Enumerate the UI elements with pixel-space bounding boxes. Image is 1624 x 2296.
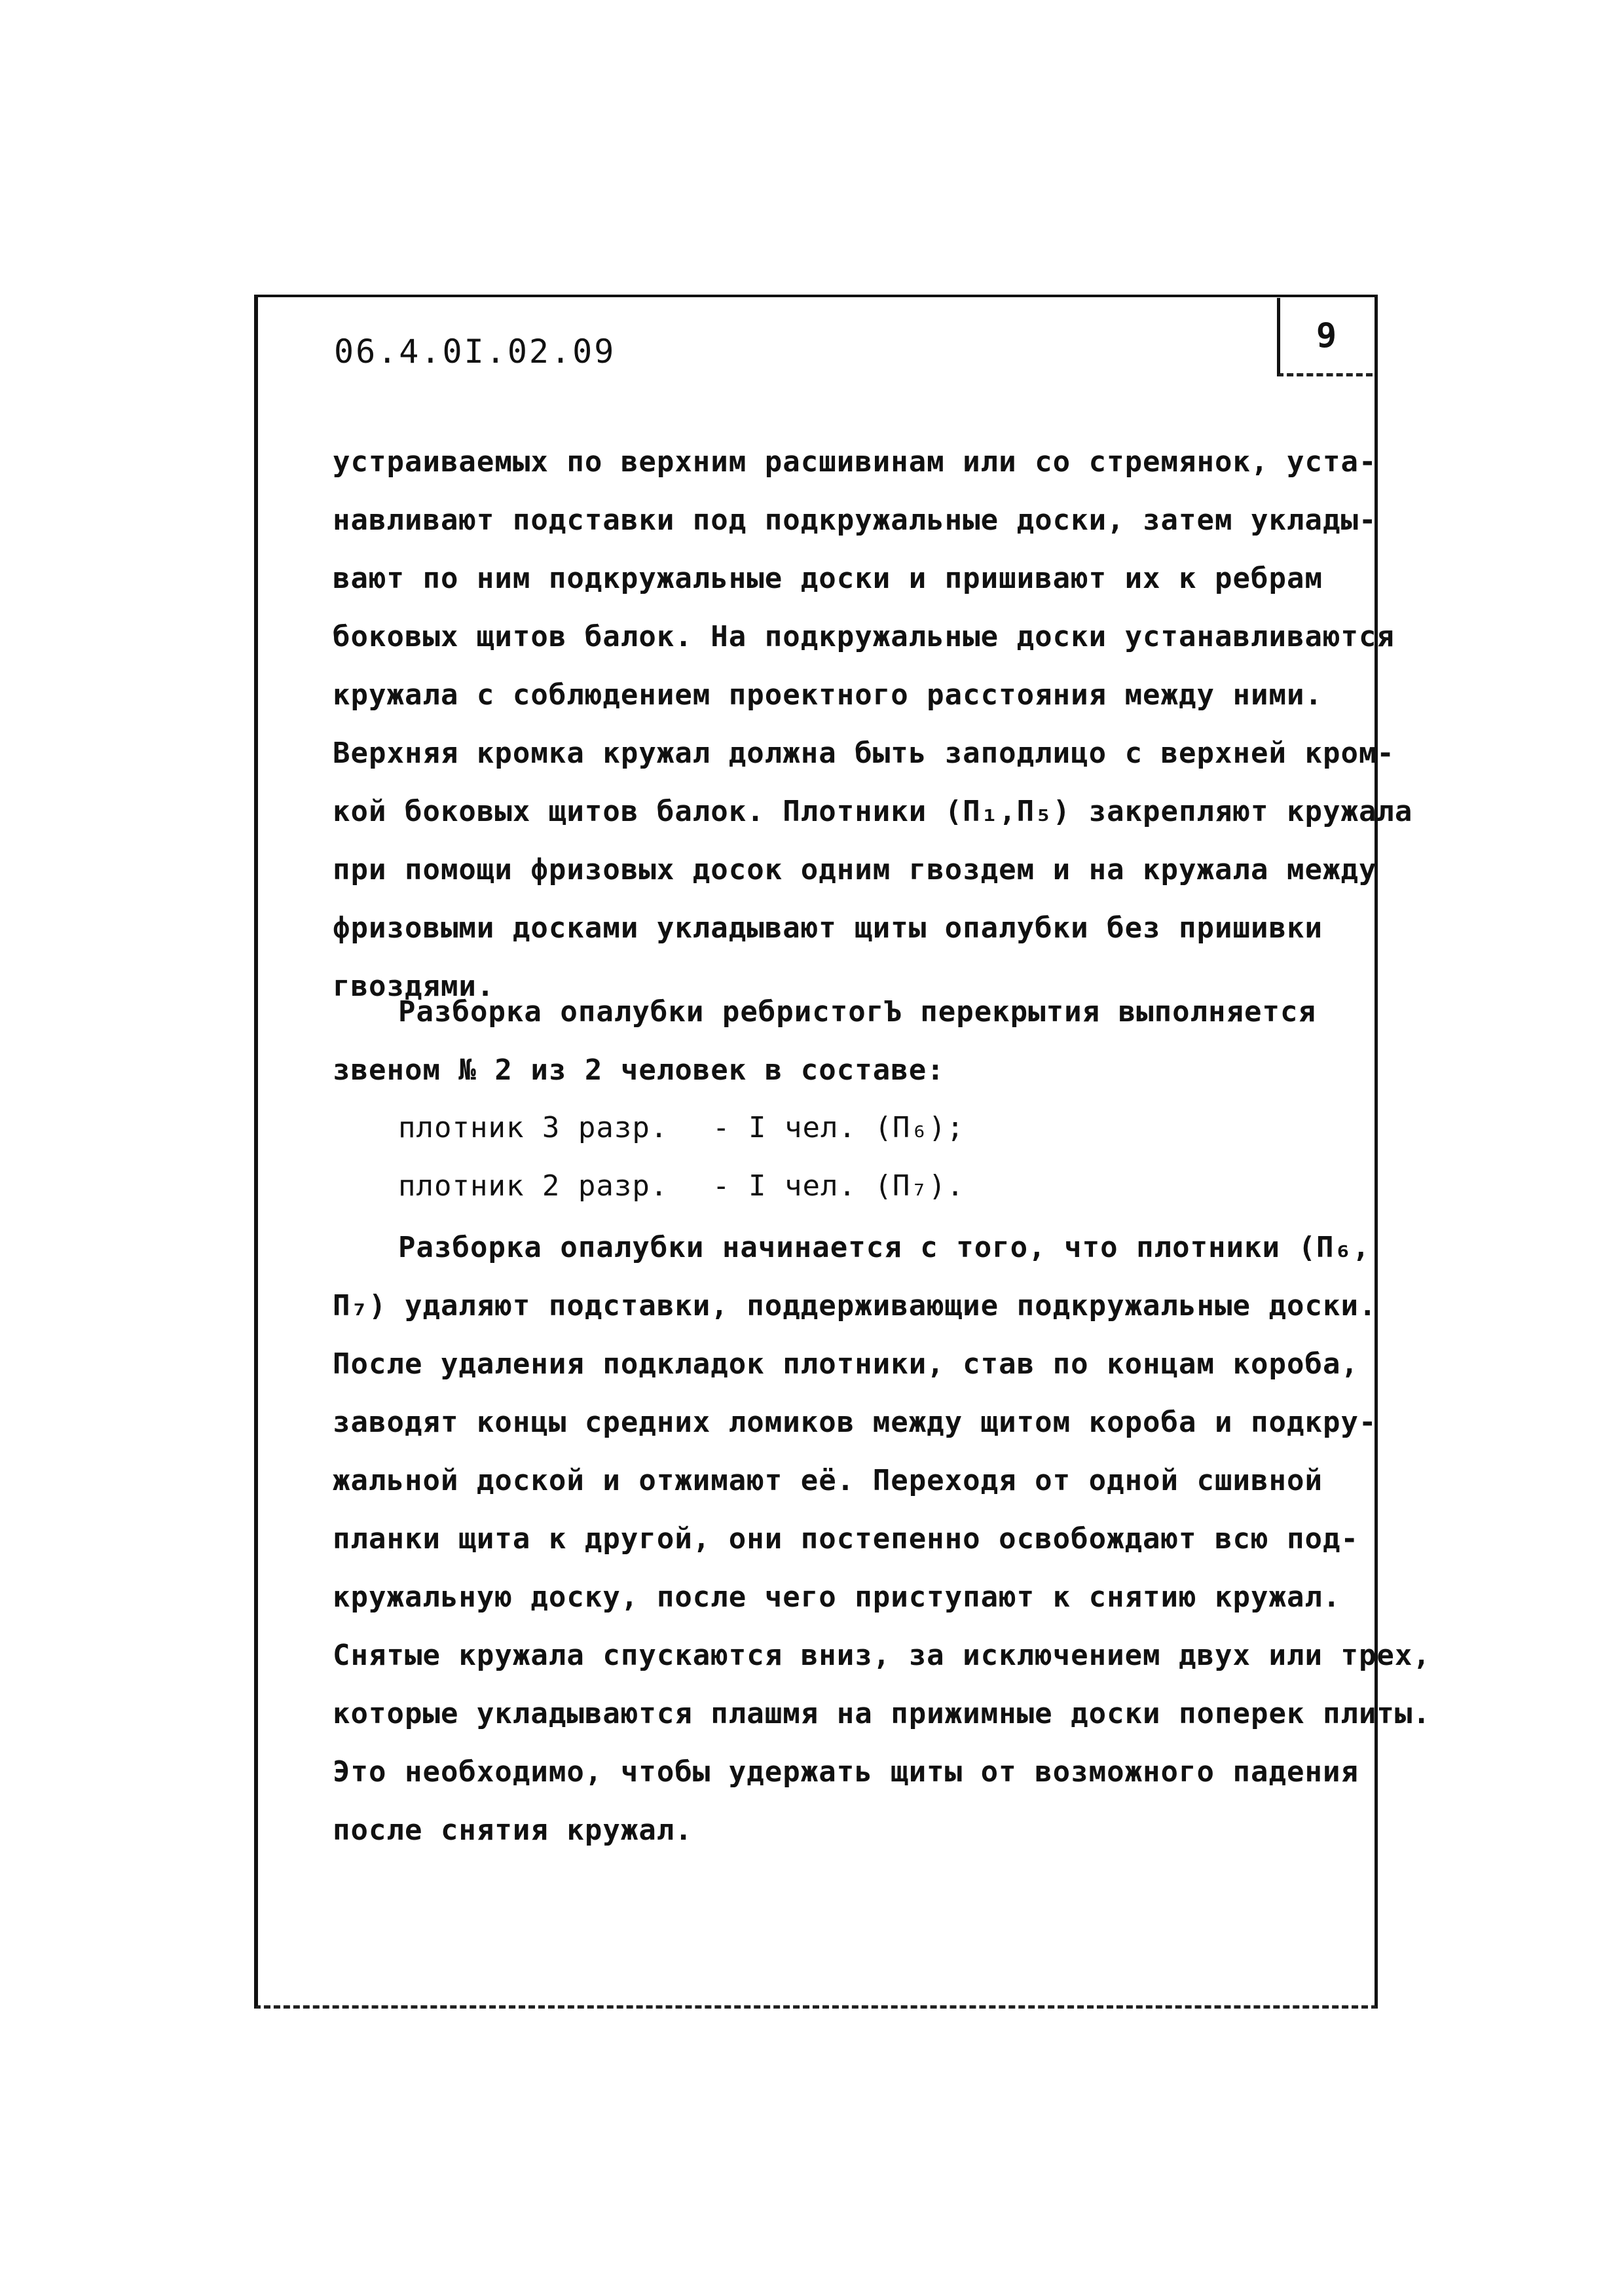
text-line: Разборка опалубки начинается с того, что плотники (П₆,: [398, 1231, 1371, 1264]
text-line: После удаления подкладок плотники, став по концам короба,: [333, 1347, 1359, 1381]
text-line: устраиваемых по верхним расшивинам или со стремянок, уста-: [333, 445, 1377, 479]
text-line: звеном № 2 из 2 человек в составе:: [333, 1053, 945, 1087]
text-line: навливают подставки под подкружальные доски, затем уклады-: [333, 503, 1377, 537]
text-line: П₇) удаляют подставки, поддерживающие подкружальные доски.: [333, 1289, 1377, 1322]
text-line: жальной доской и отжимают её. Переходя от одной сшивной: [333, 1464, 1323, 1497]
text-line: кружальную доску, после чего приступают к снятию кружал.: [333, 1580, 1341, 1614]
crew-count: - I чел. (П₇).: [712, 1169, 965, 1203]
text-line: планки щита к другой, они постепенно освобождают всю под-: [333, 1522, 1359, 1556]
text-line: фризовыми досками укладывают щиты опалубки без пришивки: [333, 911, 1323, 945]
crew-count: - I чел. (П₆);: [712, 1111, 965, 1144]
document-code: 06.4.0I.02.09: [334, 333, 616, 371]
text-line: вают по ним подкружальные доски и пришивают их к ребрам: [333, 562, 1323, 595]
text-line: кружала с соблюдением проектного расстояния между ними.: [333, 678, 1323, 712]
text-line: кой боковых щитов балок. Плотники (П₁,П₅) закрепляют кружала: [333, 795, 1413, 828]
text-line: Разборка опалубки ребристогЪ перекрытия выполняется: [398, 995, 1317, 1029]
crew-item: [398, 1169, 965, 1203]
text-line: Снятые кружала спускаются вниз, за исключением двух или трех,: [333, 1639, 1431, 1672]
text-line: заводят концы средних ломиков между щитом короба и подкру-: [333, 1406, 1377, 1439]
text-line: гвоздями.: [333, 970, 495, 1003]
crew-item: [398, 1111, 965, 1144]
text-line: при помощи фризовых досок одним гвоздем и на кружала между: [333, 853, 1377, 886]
text-line: после снятия кружал.: [333, 1813, 693, 1847]
crew-role: плотник 3 разр.: [398, 1111, 669, 1144]
text-line: Верхняя кромка кружал должна быть заподлицо с верхней кром-: [333, 737, 1395, 770]
text-line: Это необходимо, чтобы удержать щиты от возможного падения: [333, 1755, 1359, 1789]
page-frame: [254, 295, 1378, 2009]
text-line: которые укладываются плашмя на прижимные доски поперек плиты.: [333, 1697, 1431, 1730]
page-number-box: [1277, 298, 1373, 376]
crew-role: плотник 2 разр.: [398, 1169, 669, 1203]
page-number: 9: [1316, 316, 1337, 355]
text-line: боковых щитов балок. На подкружальные доски устанавливаются: [333, 620, 1395, 653]
